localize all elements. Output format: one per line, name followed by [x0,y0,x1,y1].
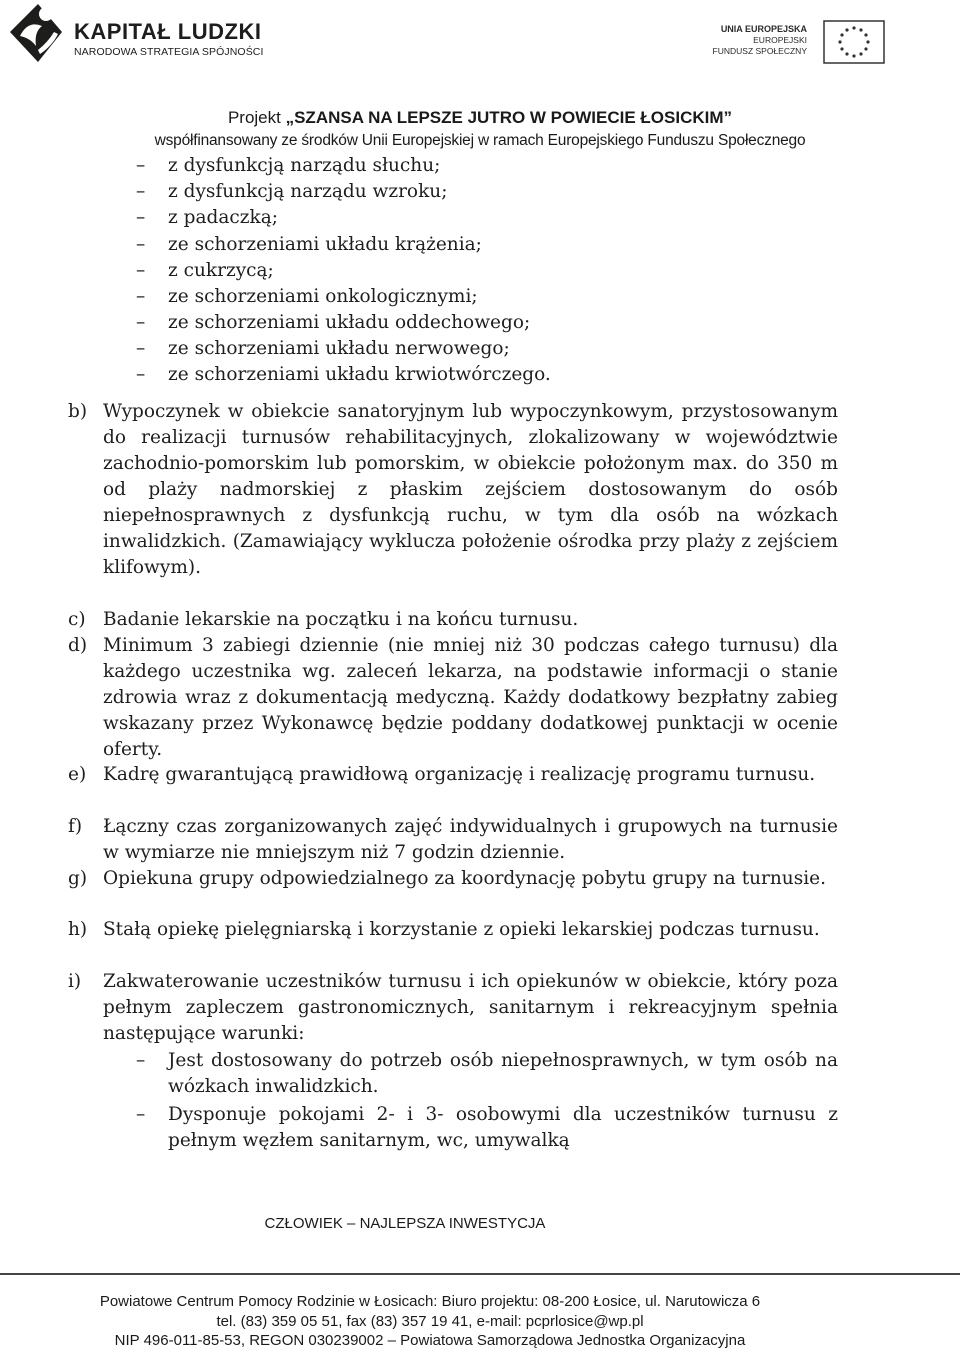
item-letter: g) [68,868,88,889]
list-item-text: z padaczką; [168,207,278,228]
item-letter: b) [68,401,88,422]
item-letter: c) [68,609,86,630]
dash-bullet: – [136,155,146,176]
list-item-text: ze schorzeniami układu krążenia; [168,234,482,255]
sub-list-item [136,1048,838,1100]
dash-bullet: – [136,207,146,228]
list-item-text: z dysfunkcją narządu słuchu; [168,155,441,176]
lettered-item [68,399,838,581]
list-item-text: ze schorzeniami układu nerwowego; [168,338,510,359]
lettered-item [68,917,838,943]
dash-bullet: – [136,364,146,385]
item-text: Łączny czas zorganizowanych zajęć indywidualnych i grupowych na turnusie w wymiarze nie mniejszym niż 7 godzin dziennie. [103,816,838,863]
eu-logo-line3: FUNDUSZ SPOŁECZNY [712,46,807,56]
item-letter: f) [68,816,83,837]
eu-flag-icon [823,20,885,64]
item-text: Stałą opiekę pielęgniarską i korzystanie z opieki lekarskiej podczas turnusu. [103,919,820,940]
list-item-text: ze schorzeniami onkologicznymi; [168,286,478,307]
lettered-item [68,607,838,633]
item-letter: i) [68,971,82,992]
lettered-item [68,762,838,788]
cofinancing-note: współfinansowany ze środków Unii Europejskiej w ramach Europejskiego Funduszu Społecznego [154,132,806,149]
item-text: Kadrę gwarantującą prawidłową organizację i realizację programu turnusu. [103,764,816,785]
item-text: Opiekuna grupy odpowiedzialnego za koordynację pobytu grupy na turnusie. [103,868,826,889]
lettered-item [68,633,838,763]
item-letter: d) [68,635,88,656]
eu-logo [712,20,893,70]
dash-bullet: – [136,286,146,307]
kapital-ludzki-logo [8,2,268,68]
dash-bullet: – [136,312,146,333]
sub-item-text: Dysponuje pokojami 2- i 3- osobowymi dla uczestników turnusu z pełnym węzłem sanitarnym, wc, umywalką [168,1104,838,1151]
sub-list-item [136,1102,838,1154]
dash-bullet: – [136,1050,146,1071]
dash-bullet: – [136,260,146,281]
dash-bullet: – [136,1104,146,1125]
project-name: „SZANSA NA LEPSZE JUTRO W POWIECIE ŁOSICKIM” [285,108,733,127]
dash-bullet: – [136,181,146,202]
footer-address: Powiatowe Centrum Pomocy Rodzinie w Łosicach: Biuro projektu: 08-200 Łosice, ul. Narutowicza 6 [99,1293,761,1310]
footer-registration: NIP 496-011-85-53, REGON 030239002 – Powiatowa Samorządowa Jednostka Organizacyjna [114,1332,746,1349]
dash-bullet: – [136,234,146,255]
lettered-item [68,866,838,892]
eu-logo-line1: UNIA EUROPEJSKA [720,24,807,34]
list-item-text: ze schorzeniami układu oddechowego; [168,312,531,333]
footer-slogan: CZŁOWIEK – NAJLEPSZA INWESTYCJA [264,1215,546,1232]
project-prefix: Projekt [227,108,286,127]
lettered-item [68,969,838,1047]
kapital-ludzki-emblem-icon [8,2,64,64]
logo-subtitle: NARODOWA STRATEGIA SPÓJNOŚCI [74,46,264,58]
item-text: Minimum 3 zabiegi dziennie (nie mniej niż 30 podczas całego turnusu) dla każdego uczestnika wg. zaleceń lekarza, na podstawie informacji o stanie zdrowia wraz z dokumentacją medyczną. Każdy dodatkowy bezpłatny zabieg wskazany przez Wykonawcę będzie poddany dodatkowej punktacji w ocenie oferty. [103,635,838,760]
project-title [0,108,960,128]
lettered-item [68,814,838,866]
item-letter: h) [68,919,88,940]
eu-logo-line2: EUROPEJSKI [753,35,807,45]
dash-bullet: – [136,338,146,359]
list-item-text: z cukrzycą; [168,260,274,281]
list-item-text: ze schorzeniami układu krwiotwórczego. [168,364,551,385]
sub-item-text: Jest dostosowany do potrzeb osób niepełnosprawnych, w tym osób na wózkach inwalidzkich. [168,1050,838,1097]
item-text: Zakwaterowanie uczestników turnusu i ich opiekunów w obiekcie, który poza pełnym zapleczem gastronomicznych, sanitarnym i rekreacyjnym spełnia następujące warunki: [103,971,838,1044]
footer-contact: tel. (83) 359 05 51, fax (83) 357 19 41, e-mail: pcprlosice@wp.pl [216,1313,644,1330]
list-item-text: z dysfunkcją narządu wzroku; [168,181,448,202]
item-text: Badanie lekarskie na początku i na końcu turnusu. [103,609,579,630]
item-text: Wypoczynek w obiekcie sanatoryjnym lub wypoczynkowym, przystosowanym do realizacji turnusów rehabilitacyjnych, zlokalizowany w województwie zachodnio-pomorskim lub pomorskim, w obiekcie położonym max. do 350 m od plaży nadmorskiej z płaskim zejściem dostosowanym do osób niepełnosprawnych z dysfunkcją ruchu, w tym dla osób na wózkach inwalidzkich. (Zamawiający wyklucza położenie ośrodka przy plaży z zejściem klifowym). [103,401,838,578]
logo-title: KAPITAŁ LUDZKI [74,19,262,44]
item-letter: e) [68,764,87,785]
footer-divider [0,1273,960,1275]
eu-logo-text [713,24,807,57]
